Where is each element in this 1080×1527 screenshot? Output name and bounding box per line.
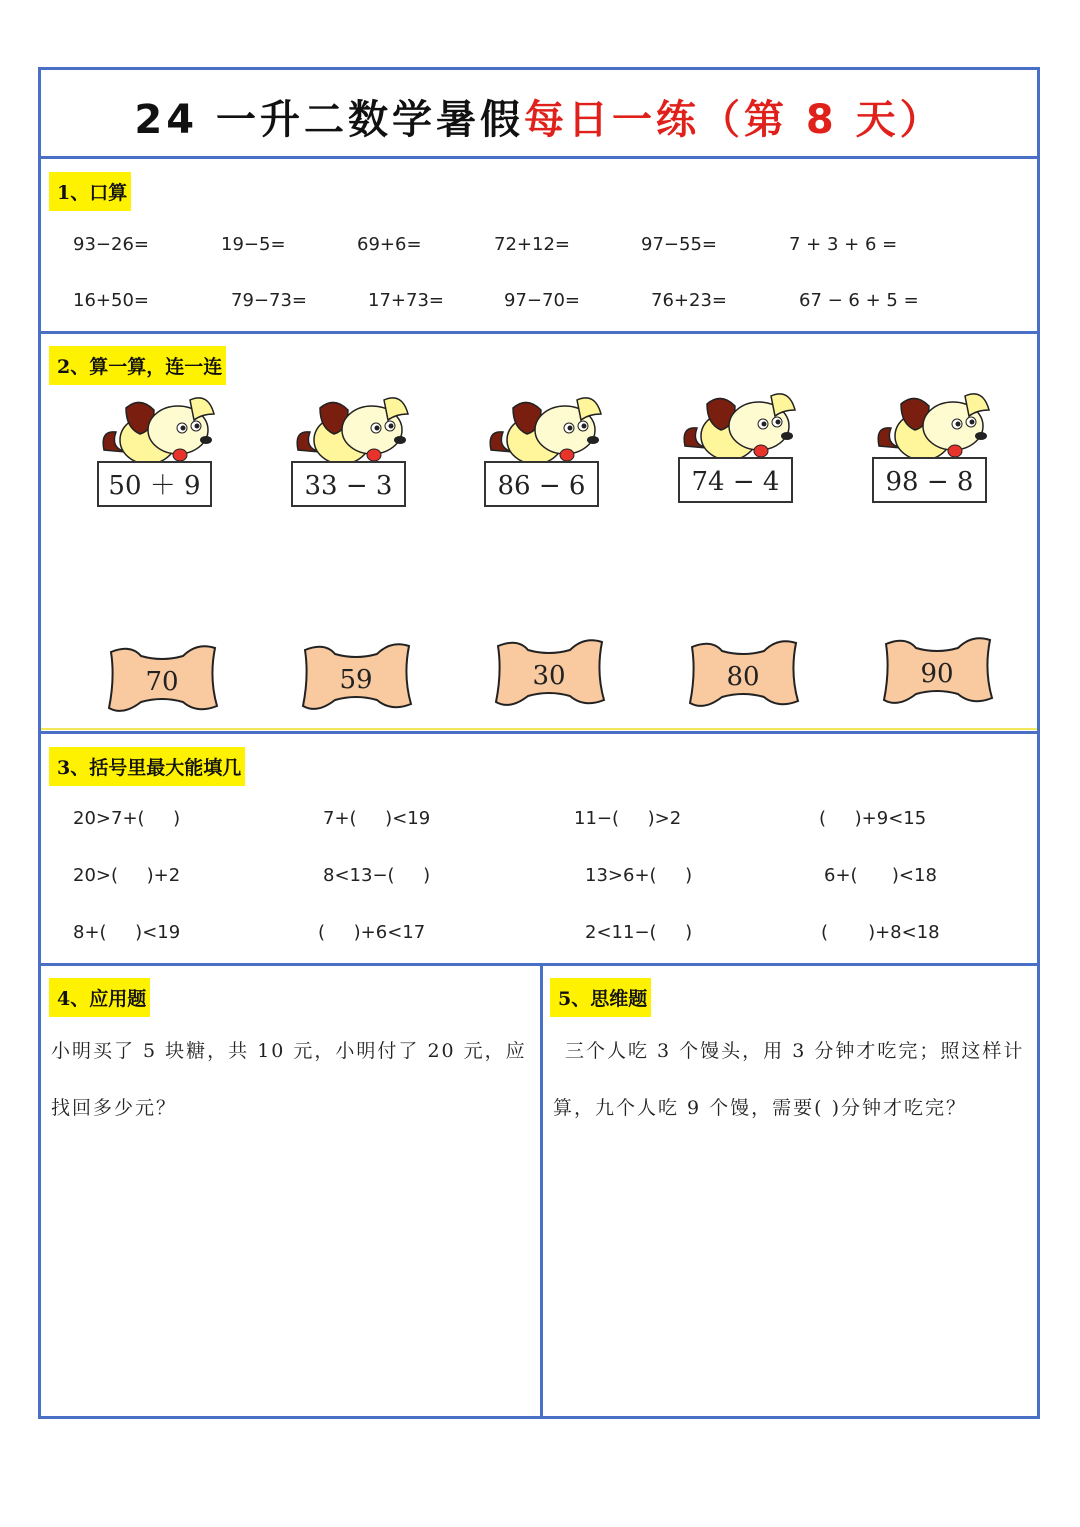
s1-cell: 97−55= — [641, 234, 717, 255]
dog-card — [483, 390, 613, 515]
s3-cell: 8+( )<19 — [73, 922, 181, 943]
bone-card — [295, 638, 417, 714]
dog-card — [290, 390, 420, 515]
divider — [41, 156, 1037, 159]
section-4-text: 小明买了 5 块糖，共 10 元，小明付了 20 元，应找回多少元？ — [51, 1040, 527, 1119]
section-4-label: 4、应用题 — [49, 978, 150, 1017]
bone-card — [876, 632, 998, 708]
section-5-text: 三个人吃 3 个馒头，用 3 分钟才吃完；照这样计算，九个人吃 9 个馒，需要( )分钟才吃完？ — [553, 1040, 1025, 1119]
s1-cell: 19−5= — [221, 234, 286, 255]
bone-number: 90 — [920, 659, 954, 689]
section-1-label: 1、口算 — [49, 172, 131, 211]
page-title — [41, 88, 1037, 145]
dog-card-expression: 50 ＋ 9 — [108, 471, 201, 501]
title-highlight: 每日一练（第 8 天） — [523, 97, 944, 143]
worksheet — [38, 67, 1040, 1419]
dog-card-expression: 74 − 4 — [691, 467, 780, 497]
dog-card-expression: 33 − 3 — [304, 471, 393, 501]
s3-cell: 7+( )<19 — [323, 808, 431, 829]
s3-cell: 2<11−( ) — [585, 922, 693, 943]
s1-cell: 97−70= — [504, 290, 580, 311]
bone-number: 59 — [339, 665, 373, 695]
dog-card-expression: 86 − 6 — [497, 471, 586, 501]
bone-card — [682, 635, 804, 711]
dog-card — [871, 386, 1001, 511]
s1-cell: 16+50= — [73, 290, 149, 311]
dog-card-expression: 98 − 8 — [885, 467, 974, 497]
s3-cell: ( )+6<17 — [318, 922, 426, 943]
s3-cell: ( )+8<18 — [821, 922, 940, 943]
s1-cell: 72+12= — [494, 234, 570, 255]
s1-cell: 69+6= — [357, 234, 422, 255]
s3-cell: 13>6+( ) — [585, 865, 693, 886]
divider — [41, 331, 1037, 334]
s1-cell: 67 − 6 + 5 = — [799, 290, 919, 311]
s1-cell: 93−26= — [73, 234, 149, 255]
divider — [41, 731, 1037, 734]
s1-cell: 76+23= — [651, 290, 727, 311]
divider — [41, 728, 1037, 730]
section-3-label: 3、括号里最大能填几 — [49, 747, 245, 786]
bone-number: 70 — [145, 667, 179, 697]
bone-card — [101, 640, 223, 716]
s3-cell: ( )+9<15 — [819, 808, 927, 829]
title-main: 24 一升二数学暑假 — [134, 97, 524, 143]
column-divider — [540, 963, 543, 1416]
bone-number: 80 — [726, 662, 760, 692]
section-5-label: 5、思维题 — [550, 978, 651, 1017]
s1-cell: 79−73= — [231, 290, 307, 311]
dog-card — [96, 390, 226, 515]
s1-cell: 17+73= — [368, 290, 444, 311]
dog-card — [677, 386, 807, 511]
bone-number: 30 — [532, 661, 566, 691]
s1-cell: 7 + 3 + 6 = — [789, 234, 898, 255]
divider — [41, 963, 1037, 966]
s3-cell: 20>( )+2 — [73, 865, 181, 886]
section-2-label: 2、算一算，连一连 — [49, 346, 226, 385]
s3-cell: 8<13−( ) — [323, 865, 431, 886]
s3-cell: 20>7+( ) — [73, 808, 181, 829]
s3-cell: 6+( )<18 — [824, 865, 937, 886]
bone-card — [488, 634, 610, 710]
s3-cell: 11−( )>2 — [574, 808, 682, 829]
